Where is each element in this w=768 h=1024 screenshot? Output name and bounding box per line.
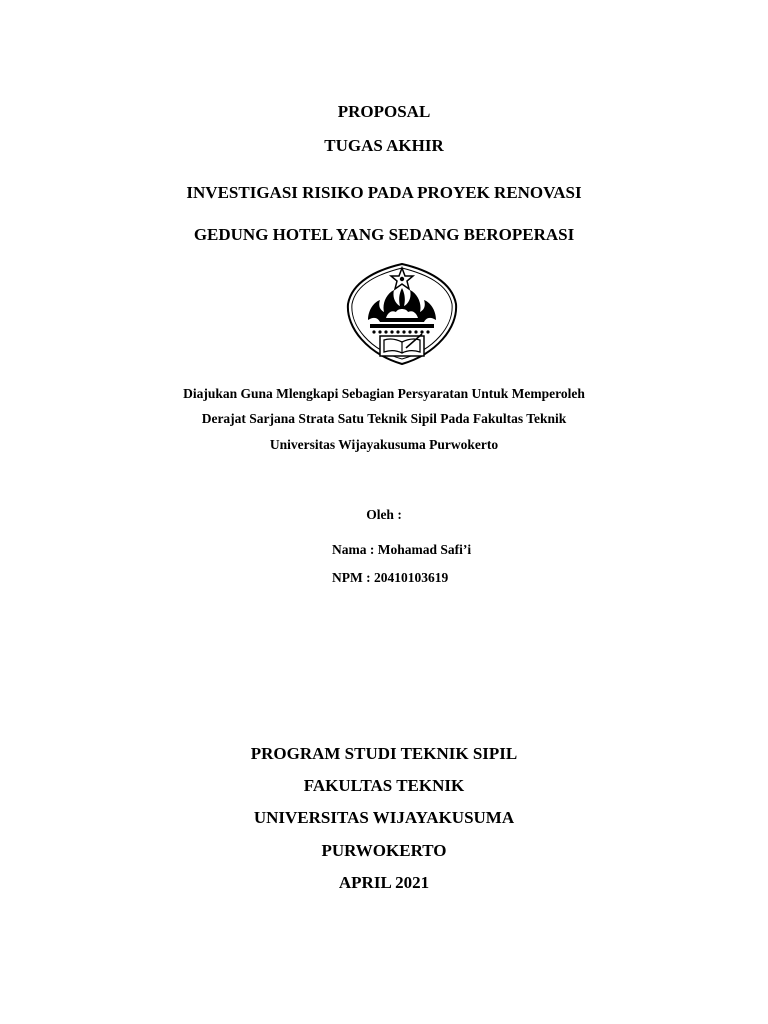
university: UNIVERSITAS WIJAYAKUSUMA [253,808,515,827]
author-npm: NPM : 20410103619 [332,570,449,585]
date: APRIL 2021 [338,873,430,892]
title-line-2: GEDUNG HOTEL YANG SEDANG BEROPERASI [193,225,575,244]
by-label: Oleh : [366,507,402,522]
purpose-line-1: Diajukan Guna Mlengkapi Sebagian Persyaratan Untuk Memperoleh [183,386,585,401]
author-name: Nama : Mohamad Safi’i [332,542,472,557]
city: PURWOKERTO [321,841,447,860]
faculty: FAKULTAS TEKNIK [303,776,465,795]
university-seal-icon [346,262,458,366]
thesis-heading: TUGAS AKHIR [324,136,444,155]
study-program: PROGRAM STUDI TEKNIK SIPIL [250,744,518,763]
title-line-1: INVESTIGASI RISIKO PADA PROYEK RENOVASI [186,183,582,202]
proposal-heading: PROPOSAL [337,102,431,121]
purpose-line-3: Universitas Wijayakusuma Purwokerto [269,437,499,452]
purpose-line-2: Derajat Sarjana Strata Satu Teknik Sipil Pada Fakultas Teknik [201,411,567,426]
